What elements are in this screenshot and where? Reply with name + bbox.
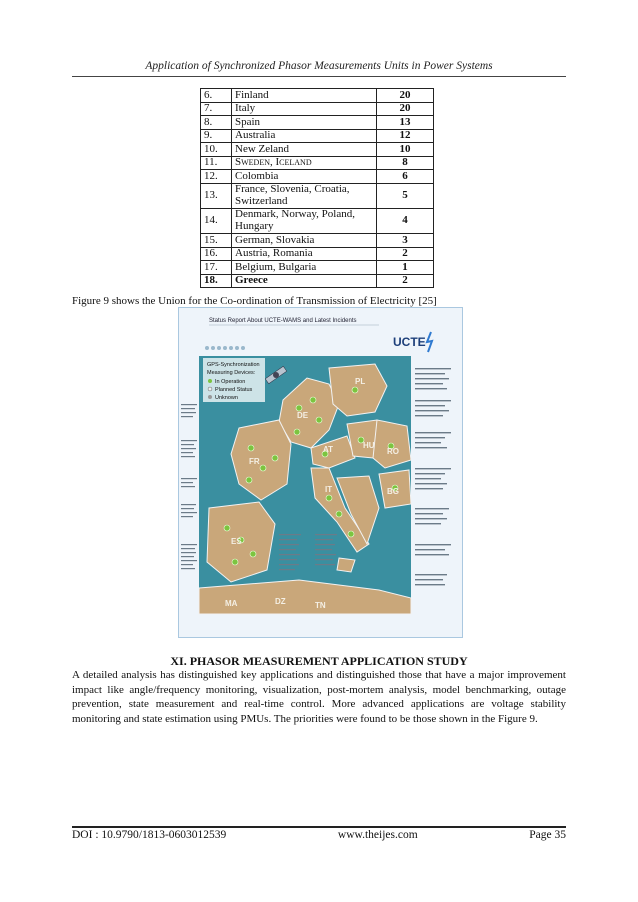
row-value: 3: [377, 234, 434, 248]
country-code: FR: [249, 457, 260, 466]
row-number: 14.: [201, 208, 232, 233]
row-country: Australia: [232, 129, 377, 143]
legend-item: In Operation: [215, 379, 246, 385]
row-number: 8.: [201, 116, 232, 130]
country-code: BG: [387, 487, 399, 496]
country-code: AT: [323, 445, 334, 454]
row-number: 7.: [201, 102, 232, 116]
section-heading: XI. PHASOR MEASUREMENT APPLICATION STUDY: [170, 654, 468, 668]
table-row: [201, 116, 434, 130]
row-value: 13: [377, 116, 434, 130]
row-number: 9.: [201, 129, 232, 143]
table-row: [201, 247, 434, 261]
header-rule: [72, 76, 566, 77]
country-code: IT: [325, 485, 333, 494]
legend-item: Unknown: [215, 395, 238, 401]
table-row: [201, 234, 434, 248]
row-value: 2: [377, 274, 434, 288]
row-value: 8: [377, 156, 434, 170]
row-country: German, Slovakia: [232, 234, 377, 248]
row-country: Spain: [232, 116, 377, 130]
country-code: DZ: [275, 597, 286, 606]
europe-map-illustration: [179, 308, 462, 637]
footer-doi: DOI : 10.9790/1813-0603012539: [72, 829, 227, 841]
row-value: 20: [377, 89, 434, 103]
row-value: 12: [377, 129, 434, 143]
country-code: HU: [363, 441, 375, 450]
legend-item: Planned Status: [215, 387, 253, 393]
row-value: 20: [377, 102, 434, 116]
table-row: [201, 274, 434, 288]
table-row: [201, 208, 434, 233]
footer-site: www.theijes.com: [337, 829, 418, 841]
row-number: 16.: [201, 247, 232, 261]
table-row: [201, 143, 434, 157]
row-number: 10.: [201, 143, 232, 157]
row-country: Denmark, Norway, Poland, Hungary: [232, 208, 377, 233]
running-header: Application of Synchronized Phasor Measurements Units in Power Systems: [145, 60, 493, 72]
table-row: [201, 89, 434, 103]
row-number: 6.: [201, 89, 232, 103]
table-row: [201, 156, 434, 170]
map-legend: [203, 358, 265, 402]
row-number: 17.: [201, 261, 232, 275]
row-country: Italy: [232, 102, 377, 116]
row-number: 18.: [201, 274, 232, 288]
table-row: [201, 183, 434, 208]
row-country: France, Slovenia, Croatia, Switzerland: [232, 183, 377, 208]
row-number: 12.: [201, 170, 232, 184]
row-value: 4: [377, 208, 434, 233]
row-number: 11.: [201, 156, 232, 170]
row-value: 10: [377, 143, 434, 157]
figure-title: Status Report About UCTE-WAMS and Latest Incidents: [209, 318, 357, 324]
country-code: ES: [231, 537, 242, 546]
legend-subtitle: Measuring Devices:: [207, 370, 256, 376]
ucte-wams-figure: [178, 307, 463, 638]
footer-rule: [72, 826, 566, 828]
legend-marker-in-operation: [208, 379, 212, 383]
pmu-count-table: [200, 88, 434, 288]
legend-title: GPS-Synchronization: [207, 362, 260, 368]
table-row: [201, 261, 434, 275]
row-country: Greece: [232, 274, 377, 288]
country-code: MA: [225, 599, 238, 608]
figure-caption: Figure 9 shows the Union for the Co-ordination of Transmission of Electricity [25]: [72, 295, 437, 307]
section-paragraph: A detailed analysis has distinguished key applications and distinguished those that have a major improvement impact like angle/frequency monitoring, visualization, post-mortem analysis, model benchmarking, outage prevention, state measurement and real-time control. More advanced applications are voltage stability monitoring and state estimation using PMUs. The priorities were found to be those shown in the Figure 9.: [72, 669, 566, 725]
row-value: 2: [377, 247, 434, 261]
table-row: [201, 129, 434, 143]
row-value: 6: [377, 170, 434, 184]
legend-marker-unknown: [208, 395, 212, 399]
row-country: Finland: [232, 89, 377, 103]
row-number: 15.: [201, 234, 232, 248]
table-row: [201, 170, 434, 184]
table-row: [201, 102, 434, 116]
country-code: DE: [297, 411, 309, 420]
row-number: 13.: [201, 183, 232, 208]
country-code: RO: [387, 447, 399, 456]
row-country: Colombia: [232, 170, 377, 184]
row-country: New Zeland: [232, 143, 377, 157]
row-value: 5: [377, 183, 434, 208]
row-value: 1: [377, 261, 434, 275]
ucte-logo: UCTE: [393, 335, 426, 349]
row-country: Sweden, Iceland: [232, 156, 377, 170]
row-country: Austria, Romania: [232, 247, 377, 261]
footer-page-number: Page 35: [529, 829, 566, 841]
country-code: TN: [315, 601, 326, 610]
legend-marker-planned: [208, 387, 212, 391]
country-code: PL: [355, 377, 366, 386]
page-footer: [72, 829, 566, 841]
row-country: Belgium, Bulgaria: [232, 261, 377, 275]
